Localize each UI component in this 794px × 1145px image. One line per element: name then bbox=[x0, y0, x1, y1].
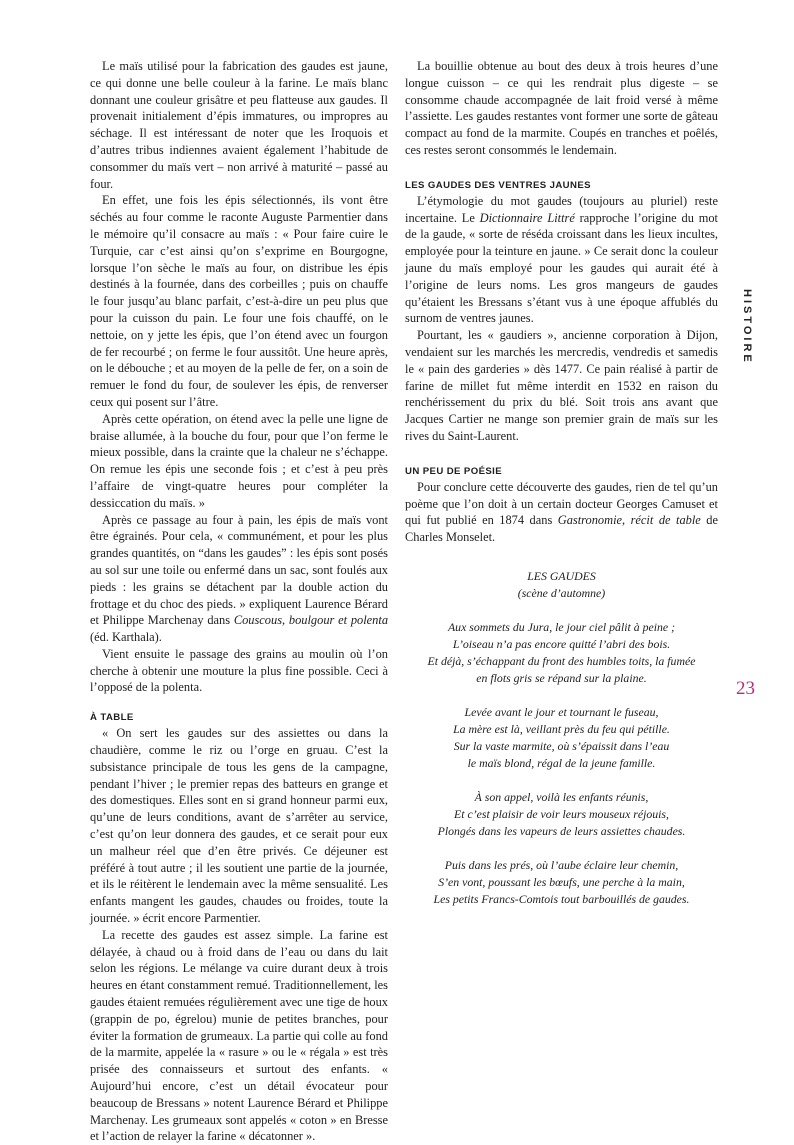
section-heading-poesie: UN PEU DE POÉSIE bbox=[405, 465, 503, 477]
poem-line: S’en vont, poussant les bœufs, une perche à la main, bbox=[438, 874, 685, 889]
poem-line: Et déjà, s’échappant du front des humbles toits, la fumée bbox=[427, 653, 696, 668]
poem-line: Aux sommets du Jura, le jour ciel pâlit à peine ; bbox=[447, 619, 676, 634]
paragraph: En effet, une fois les épis sélectionnés, ils vont être séchés au four comme le raconte Auguste Parmentier dans le mémoire qu’il consacre au maïs : « Pour faire cuire le Turquie, car c’est ainsi qu’on s’exprime en Bourgogne, lorsque l’on sèche le maïs au four, on distribue les épis destinés à la fournée, dans des corbeilles ; puis on chauffe le four jusqu’au blanc parfait, c’est-à-dire un peu plus que pour la cuisson du pain. Le four une fois chauffé, on le nettoie, on y jette les épis, que l’on étend avec un fourgon de fer recourbé ; on ferme le four aussitôt. Une heure après, on le débouche ; et au moyen de la pelle de fer, on a soin de remuer le fond du four, de soulever les épis, de renverser ceux qui posent sur l’âtre. bbox=[90, 193, 388, 409]
paragraph: Le maïs utilisé pour la fabrication des gaudes est jaune, ce qui donne une belle couleur à la farine. Le maïs blanc donnant une couleur grisâtre et peu flatteuse aux gaudes. Il provenait initialement d’épis immatures, ou impropres au séchage. Il est intéressant de noter que les Iroquois et d’autres tribus indiennes avaient également l’habitude de consommer du maïs vert – non arrivé à maturité – passé au four. bbox=[90, 59, 388, 191]
paragraph: Pourtant, les « gaudiers », ancienne corporation à Dijon, vendaient sur les marchés les mercredis, vendredis et samedis le « pain des garderies » dès 1477. Ce pain réalisé à partir de farine de millet fut même interdit en 1532 en raison du renchérissement du prix du blé. Soit trois ans avant que Jacques Cartier ne mange son premier grain de maïs sur les rives du Saint-Laurent. bbox=[405, 328, 718, 443]
text-run: rapproche l’origine du mot de la gaude, « sorte de réséda croissant dans les lieux incultes, employée pour la teinture en jaune. » Ce serait donc la couleur jaune du maïs employé pour les gaudes qui aurait été à l’origine de leurs noms. Les gros mangeurs de gaudes qu’étaient les Bressans s’étant vus à une époque affublés du surnom de ventres jaunes. bbox=[405, 210, 718, 326]
paragraph: « On sert les gaudes sur des assiettes ou dans la chaudière, comme le riz ou l’orge en gruau. C’est la subsistance principale de tous les gens de la campagne, pendant l’hiver ; le premier repas des batteurs en grange et des domestiques. Elles sont en si grand honneur parmi eux, qu’une de leurs conditions, avant de s’arrêter au service, c’est qu’on leur donnera des gaudes, et ce serait pour eux un malheur réel que d’en être privés. Ce déjeuner est préféré à tout autre ; il les soutient une partie de la journée, et ils le réitèrent le lendemain avec la même sensualité. Les enfants mangent les gaudes, chaudes ou froides, toute la journée. » écrit encore Parmentier. bbox=[90, 726, 388, 926]
paragraph: Vient ensuite le passage des grains au moulin où l’on cherche à obtenir une mouture la plus fine possible. Ceci à l’opposé de la polenta. bbox=[90, 646, 388, 695]
poem-line: Sur la vaste marmite, où s’épaissit dans l’eau bbox=[453, 738, 670, 753]
section-side-label: HISTOIRE bbox=[741, 289, 753, 365]
poem-line: L’oiseau n’a pas encore quitté l’abri des bois. bbox=[452, 636, 671, 651]
paragraph: La recette des gaudes est assez simple. La farine est délayée, à chaud ou à froid dans de l’eau ou dans du lait selon les régions. Le mélange va cuire durant deux à trois heures en étant constamment remué. Traditionnellement, les gaudes étaient remuées régulièrement avec une tige de houx (grappin de po, égrelou) munie de petites branches, pour éviter la formation de grumeaux. La partie qui colle au fond de la marmite, appelée la « rasure » ou le « régala » est très prisée des connaisseurs et surtout des enfants. « Aujourd’hui encore, c’est un détail évocateur pour beaucoup de Bressans » notent Laurence Bérard et Philippe Marchenay. Les grumeaux sont appelés « coton » en Bresse et l’action de relayer la farine « décatonner ». bbox=[90, 927, 388, 1144]
dictionary-title: Dictionnaire Littré bbox=[479, 210, 575, 225]
poem-stanza bbox=[405, 704, 718, 772]
poem-line: Plongés dans les vapeurs de leurs assiettes chaudes. bbox=[437, 823, 686, 838]
poem-title: LES GAUDES bbox=[527, 568, 596, 583]
poem-line: en flots gris se répand sur la plaine. bbox=[476, 670, 647, 685]
paragraph bbox=[405, 193, 718, 327]
page-number: 23 bbox=[736, 678, 755, 699]
text-run: (éd. Karthala). bbox=[90, 630, 162, 645]
poem-stanza bbox=[405, 789, 718, 840]
section-heading-a-table: À TABLE bbox=[90, 712, 134, 724]
left-column bbox=[90, 58, 388, 1145]
poem-line: le maïs blond, régal de la jeune famille. bbox=[467, 755, 656, 770]
poem-line: La mère est là, veillant près du feu qui pétille. bbox=[453, 721, 670, 736]
poem-line: Levée avant le jour et tournant le fuseau, bbox=[464, 704, 659, 719]
right-column bbox=[405, 58, 718, 908]
book-title: Gastronomie, récit de table bbox=[557, 513, 701, 528]
text-run: Après ce passage au four à pain, les épis de maïs vont être égrainés. Pour cela, « communément, et pour les plus grandes quantités, on “dans les gaudes” : les épis sont posés au sol sur une toile ou enfermé dans un sac, sont foulés aux pieds : les grains se détachent par la double action du frottage et du choc des pieds. » expliquent Laurence Bérard et Philippe Marchenay dans bbox=[90, 512, 388, 628]
section-heading-ventres-jaunes: LES GAUDES DES VENTRES JAUNES bbox=[405, 179, 591, 191]
poem-line: Puis dans les prés, où l’aube éclaire leur chemin, bbox=[444, 857, 679, 872]
poem-stanza bbox=[405, 619, 718, 687]
poem-line: À son appel, voilà les enfants réunis, bbox=[474, 789, 649, 804]
poem-stanza bbox=[405, 857, 718, 908]
text-run: L’étymologie du mot gaudes (toujours au pluriel) reste incertaine. Le bbox=[405, 193, 718, 225]
paragraph: La bouillie obtenue au bout des deux à trois heures d’une longue cuisson – ce qui les rendrait plus digeste – se consomme chaude accompagnée de lait froid versé à même l’assiette. Les gaudes restantes vont former une sorte de gâteau compact au fond de la marmite. Coupés en tranches et poêlés, ces restes seront consommés le lendemain. bbox=[405, 59, 718, 157]
paragraph bbox=[405, 479, 718, 546]
paragraph: Après cette opération, on étend avec la pelle une ligne de braise allumée, à la bouche du four, pour que l’on ferme le mieux possible, dans la crainte que la chaleur ne s’échappe. On remue les épis une seconde fois ; et c’est à peu près l’affaire de vingt-quatre heures pour compléter la dessiccation du maïs. » bbox=[90, 411, 388, 510]
poem-line: Les petits Francs-Comtois tout barbouillés de gaudes. bbox=[433, 891, 690, 906]
text-run: Pour conclure cette découverte des gaudes, rien de tel qu’un poème que l’on doit à un certain docteur Georges Camuset et qui fut publié en 1874 dans bbox=[405, 479, 718, 528]
poem bbox=[405, 568, 718, 908]
text-run: de Charles Monselet. bbox=[405, 513, 718, 545]
poem-line: Et c’est plaisir de voir leurs mouseux réjouis, bbox=[454, 806, 669, 821]
paragraph bbox=[90, 512, 388, 646]
poem-subtitle: (scène d’automne) bbox=[517, 585, 606, 600]
book-title: Couscous, boulgour et polenta bbox=[233, 613, 389, 628]
